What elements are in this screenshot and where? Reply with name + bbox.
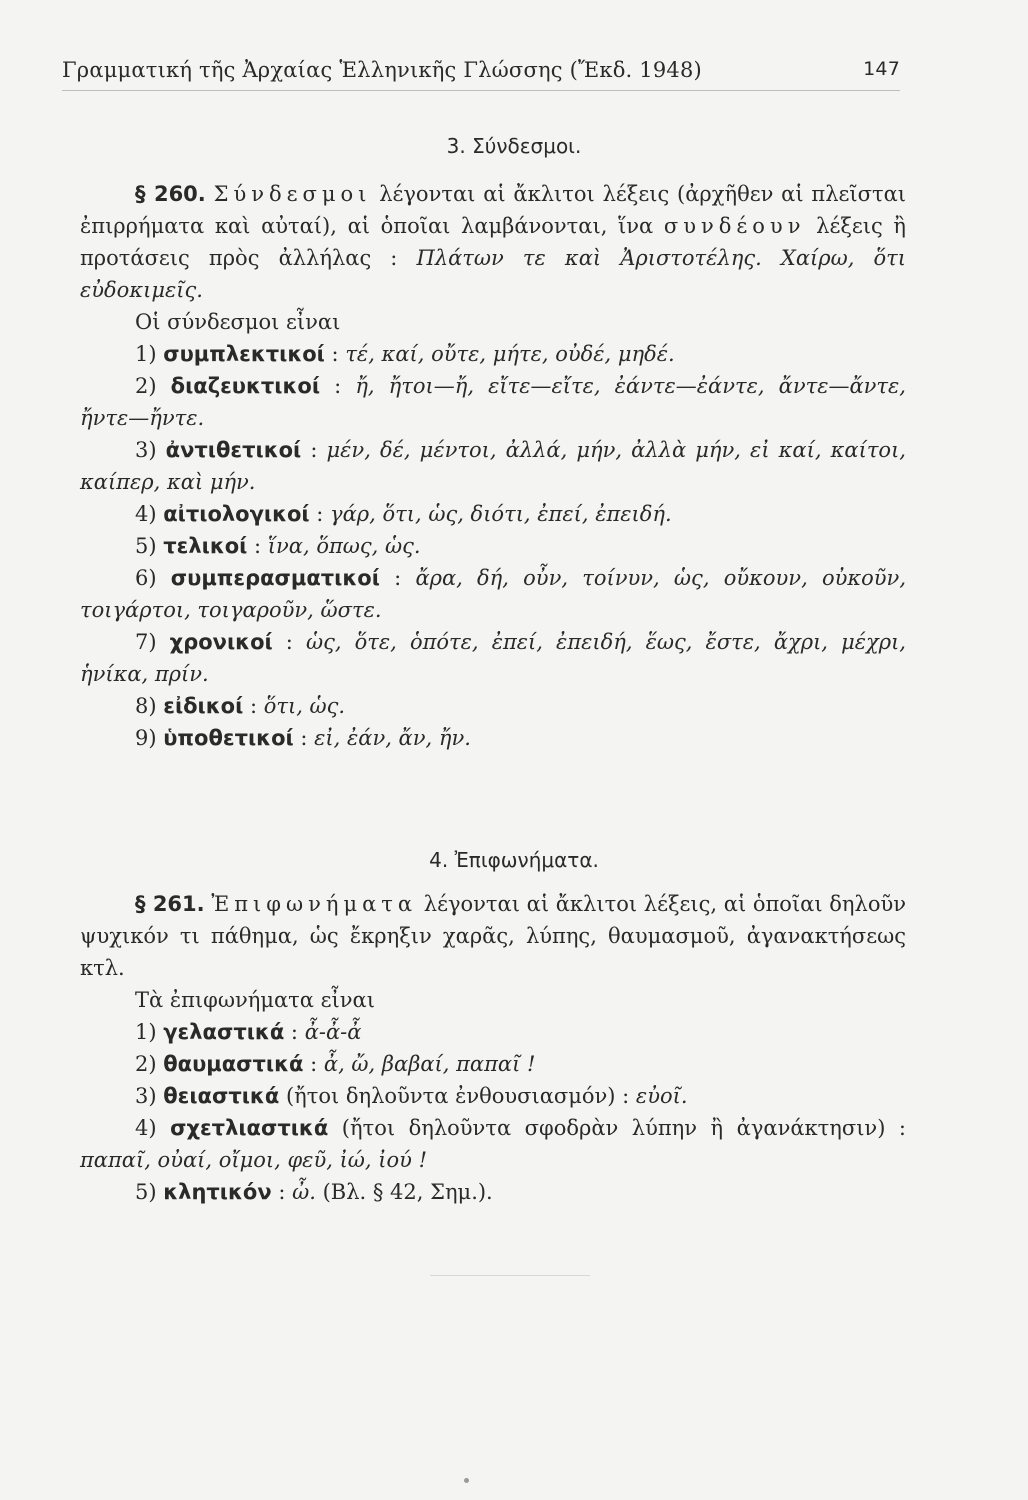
item-label: γελαστικά (163, 1020, 285, 1044)
list-intro: Οἱ σύνδεσμοι εἶναι (135, 310, 341, 334)
item-label: συμπλεκτικοί (163, 342, 325, 366)
defined-term: Σύνδεσμοι (213, 182, 372, 206)
item-examples: ἵνα, ὅπως, ὡς. (267, 534, 421, 558)
section-body-conjunctions (80, 178, 906, 754)
item-reference: (Βλ. § 42, Σημ.). (315, 1180, 493, 1204)
item-label: θαυμαστικά (163, 1052, 304, 1076)
item-label: εἰδικοί (163, 694, 244, 718)
list-item (80, 690, 906, 722)
item-number: 8) (135, 694, 157, 718)
item-separator: : (243, 694, 264, 718)
section-title-interjections: 4. Ἐπιφωνήματα. (429, 848, 599, 872)
item-label: αἰτιολογικοί (163, 502, 310, 526)
item-number: 1) (135, 342, 157, 366)
item-separator: : (309, 502, 331, 526)
list-item (80, 562, 906, 626)
item-note: : (303, 1052, 324, 1076)
item-number: 1) (135, 1020, 157, 1044)
list-intro: Τὰ ἐπιφωνήματα εἶναι (135, 988, 375, 1012)
item-examples: παπαῖ, οὐαί, οἴμοι, φεῦ, ἰώ, ἰού ! (80, 1148, 428, 1172)
list-item (80, 434, 906, 498)
end-rule (430, 1275, 590, 1276)
item-examples: εἰ, ἐάν, ἄν, ἤν. (314, 726, 471, 750)
item-label: τελικοί (163, 534, 248, 558)
item-label: ἀντιθετικοί (165, 438, 302, 462)
item-number: 7) (135, 630, 157, 654)
list-item (80, 370, 906, 434)
item-separator: : (293, 726, 315, 750)
page-number: 147 (863, 58, 900, 80)
paragraph-mark: § 261. (135, 892, 205, 916)
list-item (80, 722, 906, 754)
item-number: 5) (135, 1180, 157, 1204)
item-number: 2) (135, 374, 157, 398)
item-examples: ἆ, ὤ, βαβαί, παπαῖ ! (323, 1052, 536, 1076)
item-label: θειαστικά (163, 1084, 280, 1108)
item-examples: ὦ. (292, 1180, 316, 1204)
section-body-interjections (80, 888, 906, 1208)
item-examples: εὐοῖ. (635, 1084, 688, 1108)
list-item (80, 498, 906, 530)
interjection-list (80, 1016, 906, 1208)
item-examples: μέν, δέ, μέντοι, ἀλλά, μήν, ἀλλὰ μήν, εἰ καί, καίτοι, καίπερ, καὶ μήν. (80, 438, 906, 494)
item-separator: : (324, 342, 346, 366)
defined-term: Ἐπιφωνήματα (211, 892, 418, 916)
item-examples: ἆ-ἆ-ἆ (304, 1020, 362, 1044)
item-examples: ὡς, ὅτε, ὁπότε, ἐπεί, ἐπειδή, ἕως, ἔστε, ἄχρι, μέχρι, ἡνίκα, πρίν. (80, 630, 906, 686)
item-examples: ἤ, ἤτοι—ἤ, εἴτε—εἴτε, ἐάντε—ἐάντε, ἄντε—ἄντε, ἤντε—ἤντε. (80, 374, 906, 430)
item-separator: : (301, 438, 327, 462)
item-note: (ἤτοι δηλοῦντα ἐνθουσιασμόν) : (279, 1084, 636, 1108)
item-number: 4) (135, 1116, 157, 1140)
item-number: 3) (135, 1084, 157, 1108)
definition-text: λέγονται αἱ ἄκλιτοι λέξεις, αἱ ὁποῖαι δηλοῦν ψυχικόν τι πάθημα, ὡς ἔκρηξιν χαρᾶς, λύπης, θαυμασμοῦ, ἀγανακτήσεως κτλ. (80, 892, 906, 980)
item-separator: : (247, 534, 268, 558)
list-item (80, 338, 906, 370)
item-label: συμπερασματικοί (170, 566, 380, 590)
item-note: (ἤτοι δηλοῦντα σφοδρὰν λύπην ἢ ἀγανάκτησιν) : (328, 1116, 906, 1140)
definition-text-cont: λέξεις ἢ προτάσεις πρὸς ἀλλήλας : (80, 214, 906, 270)
list-item (80, 530, 906, 562)
section-title-conjunctions: 3. Σύνδεσμοι. (446, 134, 582, 158)
paragraph-260 (80, 178, 906, 306)
item-label: χρονικοί (169, 630, 273, 654)
running-title: Γραμματική τῆς Ἀρχαίας Ἑλληνικῆς Γλώσσης (Ἔκδ. 1948) (62, 58, 702, 82)
item-number: 9) (135, 726, 157, 750)
list-item (80, 1176, 906, 1208)
header-rule (62, 90, 900, 91)
item-label: διαζευκτικοί (170, 374, 321, 398)
list-item (80, 1112, 906, 1176)
item-note: : (271, 1180, 293, 1204)
print-speck (464, 1478, 469, 1483)
list-item (80, 1016, 906, 1048)
conjunction-list (80, 338, 906, 754)
paragraph-mark: § 260. (135, 182, 206, 206)
list-item (80, 1048, 906, 1080)
paragraph-261 (80, 888, 906, 984)
list-item (80, 1080, 906, 1112)
item-separator: : (272, 630, 306, 654)
item-label: ὑποθετικοί (163, 726, 294, 750)
definition-text: λέγονται αἱ ἄκλιτοι λέξεις (ἀρχῆθεν αἱ πλεῖσται ἐπιρρήματα καὶ αὐταί), αἱ ὁποῖαι λαμβάνονται, ἵνα (80, 182, 907, 238)
item-number: 2) (135, 1052, 157, 1076)
item-label: κλητικόν (163, 1180, 272, 1204)
item-note: : (284, 1020, 305, 1044)
item-number: 5) (135, 534, 157, 558)
item-label: σχετλιαστικά (170, 1116, 329, 1140)
item-examples: γάρ, ὅτι, ὡς, διότι, ἐπεί, ἐπειδή. (330, 502, 672, 526)
item-examples: ἄρα, δή, οὖν, τοίνυν, ὡς, οὔκουν, οὐκοῦν, τοιγάρτοι, τοιγαροῦν, ὥστε. (80, 566, 906, 622)
item-examples: ὅτι, ὡς. (263, 694, 346, 718)
item-separator: : (320, 374, 356, 398)
example-text: Πλάτων τε καὶ Ἀριστοτέλης. Χαίρω, ὅτι εὐδοκιμεῖς. (80, 246, 906, 302)
emphasized-term: συνδέουν (663, 214, 806, 238)
item-number: 3) (135, 438, 157, 462)
running-header (62, 58, 900, 82)
item-examples: τέ, καί, οὔτε, μήτε, οὐδέ, μηδέ. (345, 342, 675, 366)
item-number: 4) (135, 502, 157, 526)
list-item (80, 626, 906, 690)
item-number: 6) (135, 566, 157, 590)
item-separator: : (379, 566, 416, 590)
